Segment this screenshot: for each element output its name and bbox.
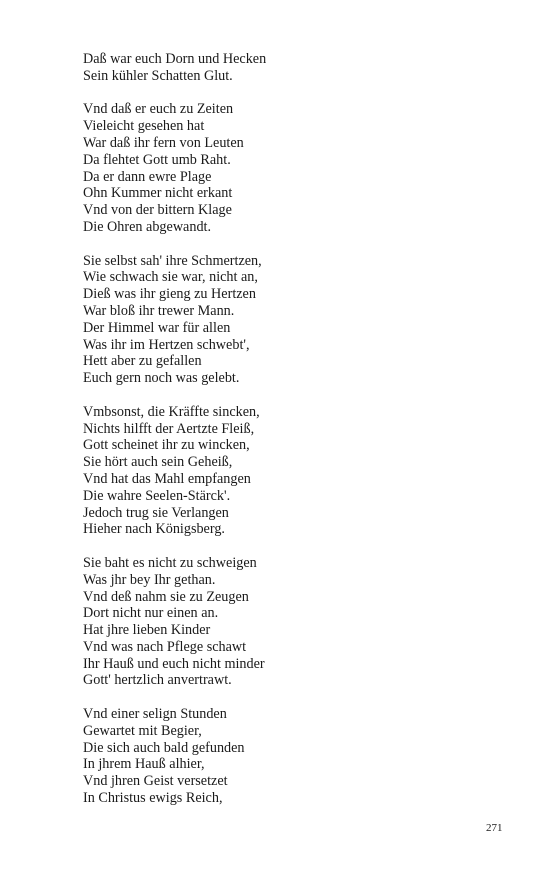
poem-line: Gewartet mit Begier, — [83, 722, 202, 739]
poem-line: Gott scheinet ihr zu wincken, — [83, 437, 250, 454]
stanza-2 — [83, 101, 503, 235]
stanza-3 — [83, 253, 503, 387]
poem-line: Was ihr im Hertzen schwebt', — [83, 336, 250, 353]
poem-line: Der Himmel war für allen — [83, 319, 231, 336]
poem-line: Vnd was nach Pflege schawt — [83, 638, 247, 655]
poem-line: In Christus ewigs Reich, — [83, 790, 223, 807]
poem-line: Vnd von der bittern Klage — [83, 202, 232, 219]
poem-line: War bloß ihr trewer Mann. — [83, 302, 235, 319]
poem-line: Die wahre Seelen-Stärck'. — [83, 487, 231, 504]
poem-line: Hat jhre lieben Kinder — [83, 622, 211, 639]
poem-line: Die Ohren abgewandt. — [83, 218, 212, 235]
poem-line: Vnd hat das Mahl empfangen — [83, 470, 251, 487]
poem-line: Daß war euch Dorn und Hecken — [83, 51, 267, 67]
poem-line: Sie selbst sah' ihre Schmertzen, — [83, 252, 262, 269]
poem-line: Ohn Kummer nicht erkant — [83, 185, 233, 202]
poem-line: Jedoch trug sie Verlangen — [83, 504, 229, 521]
stanza-1 — [83, 51, 503, 85]
poem-line: Nichts hilfft der Aertzte Fleiß, — [83, 420, 255, 437]
poem-line: Euch gern noch was gelebt. — [83, 370, 240, 387]
poem-line: Die sich auch bald gefunden — [83, 739, 245, 756]
poem-line: Was jhr bey Ihr gethan. — [83, 571, 216, 588]
poem-line: Dort nicht nur einen an. — [83, 605, 219, 622]
poem-line: Vnd einer selign Stunden — [83, 706, 227, 723]
poem-line: Da er dann ewre Plage — [83, 168, 212, 185]
poem-line: In jhrem Hauß alhier, — [83, 756, 205, 773]
poem-line: Sein kühler Schatten Glut. — [83, 67, 233, 84]
poem-line: Vieleicht gesehen hat — [83, 118, 205, 135]
poem-text — [83, 51, 503, 824]
stanza-5 — [83, 555, 503, 689]
poem-line: Vnd jhren Geist versetzet — [83, 773, 228, 790]
page-number: 271 — [486, 822, 503, 834]
poem-line: Gott' hertzlich anvertrawt. — [83, 672, 232, 689]
poem-line: Ihr Hauß und euch nicht minder — [83, 655, 265, 672]
poem-line: War daß ihr fern von Leuten — [83, 134, 244, 151]
poem-line: Da flehtet Gott umb Raht. — [83, 151, 231, 168]
stanza-4 — [83, 404, 503, 538]
poem-line: Sie hört auch sein Geheiß, — [83, 454, 233, 471]
stanza-6 — [83, 706, 503, 807]
poem-line: Wie schwach sie war, nicht an, — [83, 269, 258, 286]
poem-line: Vmbsonst, die Kräffte sincken, — [83, 403, 260, 420]
poem-line: Dieß was ihr gieng zu Hertzen — [83, 286, 256, 303]
poem-line: Hieher nach Königsberg. — [83, 521, 225, 538]
poem-line: Hett aber zu gefallen — [83, 353, 202, 370]
poem-line: Sie baht es nicht zu schweigen — [83, 554, 257, 571]
poem-line: Vnd daß er euch zu Zeiten — [83, 101, 234, 118]
poem-line: Vnd deß nahm sie zu Zeugen — [83, 588, 249, 605]
